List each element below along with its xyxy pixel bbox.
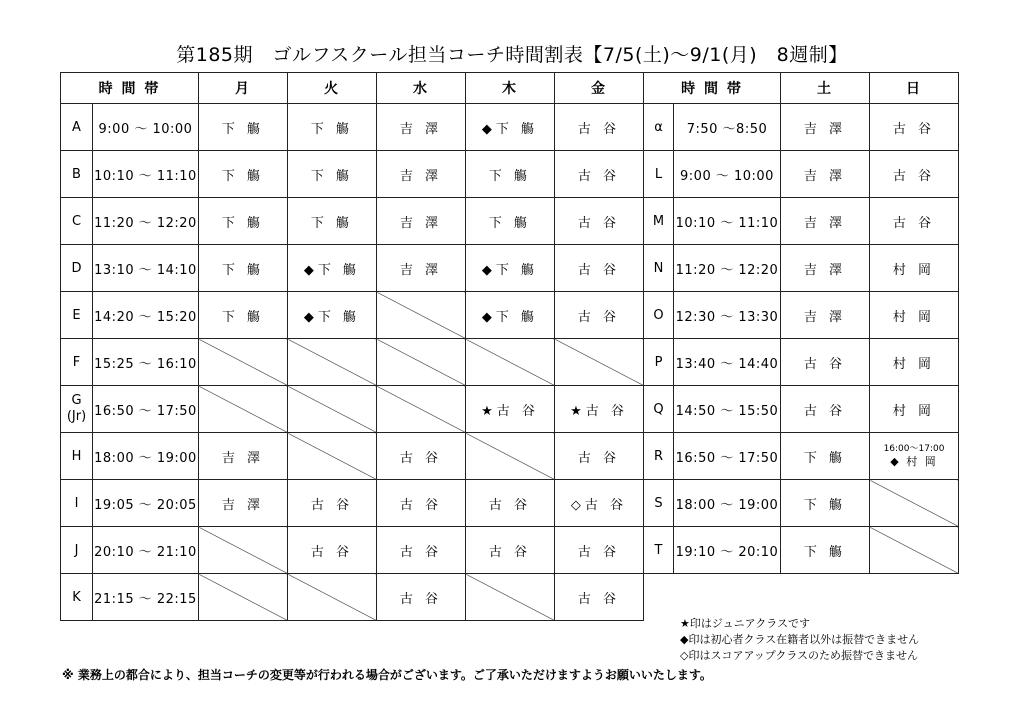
cell-mon: 下 觴 bbox=[199, 245, 288, 292]
cell-sun: 古 谷 bbox=[870, 104, 959, 151]
period-label: K bbox=[61, 574, 93, 621]
cell-sun: 村 岡 bbox=[870, 292, 959, 339]
weekend-period-label: S bbox=[644, 480, 674, 527]
cell-sat: 吉 澤 bbox=[781, 104, 870, 151]
cell-mon: 下 觴 bbox=[199, 104, 288, 151]
period-time: 13:10 ～ 14:10 bbox=[93, 245, 199, 292]
cell-tue-empty bbox=[288, 339, 377, 386]
weekend-period-time: 10:10 ～ 11:10 bbox=[674, 198, 781, 245]
header-thu: 木 bbox=[466, 73, 555, 104]
cell-sat: 古 谷 bbox=[781, 339, 870, 386]
period-letter: G bbox=[71, 393, 82, 408]
cell-fri: 古 谷 bbox=[555, 151, 644, 198]
cell-thu: 下 觴 bbox=[466, 151, 555, 198]
cell-mon-empty bbox=[199, 574, 288, 621]
schedule-table bbox=[60, 72, 959, 621]
period-label: I bbox=[61, 480, 93, 527]
cell-sun bbox=[870, 433, 959, 480]
page-title: 第185期 ゴルフスクール担当コーチ時間割表【7/5(土)～9/1(月) 8週制】 bbox=[176, 44, 848, 66]
period-label: J bbox=[61, 527, 93, 574]
cell-mon-empty bbox=[199, 386, 288, 433]
table-row bbox=[61, 198, 959, 245]
header-row bbox=[61, 73, 959, 104]
weekend-period-label: O bbox=[644, 292, 674, 339]
cell-sat: 下 觴 bbox=[781, 527, 870, 574]
table-row bbox=[61, 574, 959, 621]
cell-thu: 古 谷 bbox=[466, 480, 555, 527]
cell-tue-empty bbox=[288, 433, 377, 480]
cell-thu-empty bbox=[466, 574, 555, 621]
cell-wed: 古 谷 bbox=[377, 433, 466, 480]
cell-thu: ◆下 觴 bbox=[466, 292, 555, 339]
cell-sun: 村 岡 bbox=[870, 339, 959, 386]
period-sub: (Jr) bbox=[66, 409, 87, 424]
cell-fri: 古 谷 bbox=[555, 574, 644, 621]
cell-mon-empty bbox=[199, 339, 288, 386]
weekend-period-label: N bbox=[644, 245, 674, 292]
period-label: B bbox=[61, 151, 93, 198]
cell-mon: 吉 澤 bbox=[199, 480, 288, 527]
weekend-period-label: T bbox=[644, 527, 674, 574]
cell-sun-time: 16:00～17:00 bbox=[883, 444, 945, 454]
cell-mon: 下 觴 bbox=[199, 151, 288, 198]
cell-sat: 下 觴 bbox=[781, 480, 870, 527]
cell-fri: 古 谷 bbox=[555, 245, 644, 292]
cell-fri-empty bbox=[555, 339, 644, 386]
weekend-period-time: 7:50 ～8:50 bbox=[674, 104, 781, 151]
cell-fri: 古 谷 bbox=[555, 292, 644, 339]
period-time: 10:10 ～ 11:10 bbox=[93, 151, 199, 198]
period-time: 14:20 ～ 15:20 bbox=[93, 292, 199, 339]
weekend-period-label: R bbox=[644, 433, 674, 480]
period-time: 9:00 ～ 10:00 bbox=[93, 104, 199, 151]
cell-wed-empty bbox=[377, 339, 466, 386]
weekend-period-time: 12:30 ～ 13:30 bbox=[674, 292, 781, 339]
period-label: D bbox=[61, 245, 93, 292]
cell-wed: 古 谷 bbox=[377, 480, 466, 527]
cell-tue: 古 谷 bbox=[288, 480, 377, 527]
cell-thu: ★古 谷 bbox=[466, 386, 555, 433]
header-tue: 火 bbox=[288, 73, 377, 104]
cell-sun-empty bbox=[870, 527, 959, 574]
table-row bbox=[61, 433, 959, 480]
cell-fri: ◇古 谷 bbox=[555, 480, 644, 527]
period-time: 18:00 ～ 19:00 bbox=[93, 433, 199, 480]
cell-wed-empty bbox=[377, 292, 466, 339]
period-time: 19:05 ～ 20:05 bbox=[93, 480, 199, 527]
footnote: ※ 業務上の都合により、担当コーチの変更等が行われる場合がございます。ご了承いただけますようお願いいたします。 bbox=[62, 668, 712, 682]
period-time: 15:25 ～ 16:10 bbox=[93, 339, 199, 386]
cell-sat: 吉 澤 bbox=[781, 151, 870, 198]
cell-sat: 古 谷 bbox=[781, 386, 870, 433]
period-label: A bbox=[61, 104, 93, 151]
table-row bbox=[61, 292, 959, 339]
header-wed: 水 bbox=[377, 73, 466, 104]
weekend-period-time: 9:00 ～ 10:00 bbox=[674, 151, 781, 198]
period-label: F bbox=[61, 339, 93, 386]
table-row bbox=[61, 527, 959, 574]
weekend-period-time: 11:20 ～ 12:20 bbox=[674, 245, 781, 292]
cell-wed: 吉 澤 bbox=[377, 198, 466, 245]
cell-sat: 下 觴 bbox=[781, 433, 870, 480]
cell-mon-empty bbox=[199, 527, 288, 574]
table-row bbox=[61, 339, 959, 386]
cell-mon: 下 觴 bbox=[199, 198, 288, 245]
header-fri: 金 bbox=[555, 73, 644, 104]
weekend-period-time: 13:40 ～ 14:40 bbox=[674, 339, 781, 386]
weekend-period-label: L bbox=[644, 151, 674, 198]
legend-junior: ★印はジュニアクラスです bbox=[680, 617, 810, 630]
weekend-period-time: 18:00 ～ 19:00 bbox=[674, 480, 781, 527]
table-row bbox=[61, 386, 959, 433]
cell-sat: 吉 澤 bbox=[781, 198, 870, 245]
cell-wed-empty bbox=[377, 386, 466, 433]
header-time-2: 時 間 帯 bbox=[644, 73, 781, 104]
cell-thu-empty bbox=[466, 433, 555, 480]
cell-thu: 古 谷 bbox=[466, 527, 555, 574]
period-time: 16:50 ～ 17:50 bbox=[93, 386, 199, 433]
table-row bbox=[61, 151, 959, 198]
period-label: C bbox=[61, 198, 93, 245]
cell-thu: ◆下 觴 bbox=[466, 245, 555, 292]
period-time: 20:10 ～ 21:10 bbox=[93, 527, 199, 574]
weekend-period-label: M bbox=[644, 198, 674, 245]
legend-beginner: ◆印は初心者クラス在籍者以外は振替できません bbox=[680, 633, 920, 646]
cell-sun: 古 谷 bbox=[870, 151, 959, 198]
cell-thu: ◆下 觴 bbox=[466, 104, 555, 151]
cell-sun: 村 岡 bbox=[870, 386, 959, 433]
cell-tue-empty bbox=[288, 386, 377, 433]
table-row bbox=[61, 104, 959, 151]
cell-tue: ◆下 觴 bbox=[288, 245, 377, 292]
cell-fri: 古 谷 bbox=[555, 433, 644, 480]
period-label bbox=[61, 386, 93, 433]
blank-area bbox=[644, 574, 959, 621]
header-sun: 日 bbox=[870, 73, 959, 104]
weekend-period-label: Q bbox=[644, 386, 674, 433]
cell-sat: 吉 澤 bbox=[781, 245, 870, 292]
weekend-period-label: P bbox=[644, 339, 674, 386]
period-label: H bbox=[61, 433, 93, 480]
cell-sun-coach: ◆ 村 岡 bbox=[890, 455, 938, 468]
cell-thu: 下 觴 bbox=[466, 198, 555, 245]
period-time: 11:20 ～ 12:20 bbox=[93, 198, 199, 245]
cell-fri: 古 谷 bbox=[555, 198, 644, 245]
cell-tue: ◆下 觴 bbox=[288, 292, 377, 339]
header-mon: 月 bbox=[199, 73, 288, 104]
cell-fri: ★古 谷 bbox=[555, 386, 644, 433]
weekend-period-time: 16:50 ～ 17:50 bbox=[674, 433, 781, 480]
header-sat: 土 bbox=[781, 73, 870, 104]
cell-tue: 下 觴 bbox=[288, 104, 377, 151]
cell-sat: 吉 澤 bbox=[781, 292, 870, 339]
weekend-period-time: 14:50 ～ 15:50 bbox=[674, 386, 781, 433]
cell-mon: 下 觴 bbox=[199, 292, 288, 339]
cell-sun: 古 谷 bbox=[870, 198, 959, 245]
cell-fri: 古 谷 bbox=[555, 104, 644, 151]
cell-tue: 下 觴 bbox=[288, 151, 377, 198]
weekend-period-label: α bbox=[644, 104, 674, 151]
legend-scoreup: ◇印はスコアアップクラスのため振替できません bbox=[680, 649, 919, 662]
period-label: E bbox=[61, 292, 93, 339]
cell-tue: 古 谷 bbox=[288, 527, 377, 574]
cell-wed: 吉 澤 bbox=[377, 151, 466, 198]
period-time: 21:15 ～ 22:15 bbox=[93, 574, 199, 621]
weekend-period-time: 19:10 ～ 20:10 bbox=[674, 527, 781, 574]
cell-sun-empty bbox=[870, 480, 959, 527]
cell-tue-empty bbox=[288, 574, 377, 621]
cell-tue: 下 觴 bbox=[288, 198, 377, 245]
cell-fri: 古 谷 bbox=[555, 527, 644, 574]
table-row bbox=[61, 480, 959, 527]
cell-mon: 吉 澤 bbox=[199, 433, 288, 480]
cell-wed: 古 谷 bbox=[377, 574, 466, 621]
header-time-1: 時 間 帯 bbox=[61, 73, 199, 104]
table-row bbox=[61, 245, 959, 292]
cell-wed: 古 谷 bbox=[377, 527, 466, 574]
cell-thu-empty bbox=[466, 339, 555, 386]
cell-sun: 村 岡 bbox=[870, 245, 959, 292]
cell-wed: 吉 澤 bbox=[377, 245, 466, 292]
cell-wed: 吉 澤 bbox=[377, 104, 466, 151]
